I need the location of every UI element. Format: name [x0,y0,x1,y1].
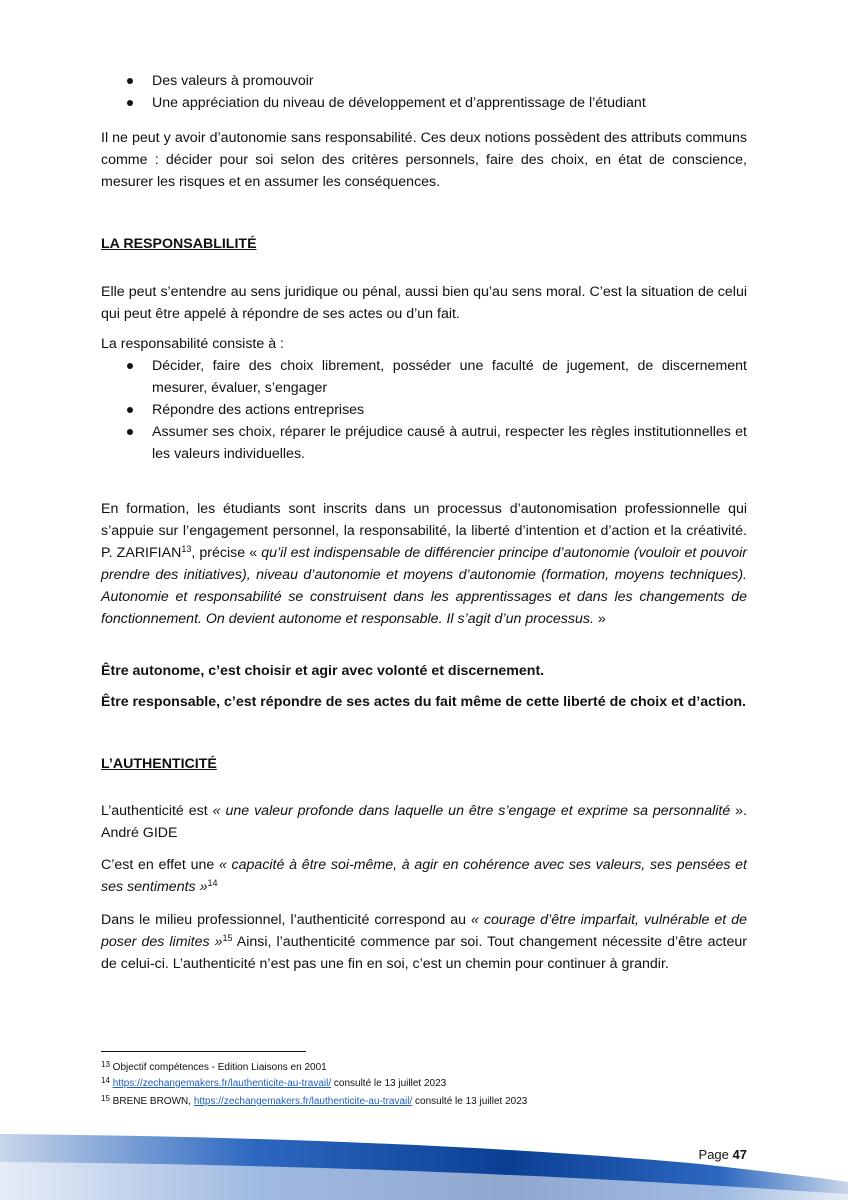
list-item: Décider, faire des choix librement, posséder une faculté de jugement, de discernement mesurer, évaluer, s’engager [101,355,747,399]
values-list [101,70,747,114]
authenticite-paragraph-3: Dans le milieu professionnel, l’authenticité correspond au « courage d’être imparfait, vulnérable et de poser des limites »$^{15}$ Ainsi, l’authenticité commence par soi. Tout changement nécessite d’être acteur de celui-ci. L’authenticité n’est pas une fin en soi, c’est un chemin pour continuer à grandir. [101,912,748,972]
footnote-link[interactable]: https://zechangemakers.fr/lauthenticite-au-travail/ [193,1096,413,1107]
list-item: Assumer ses choix, réparer le préjudice causé à autrui, respecter les règles institutionnelles et les valeurs individuelles. [101,421,747,465]
list-item: Des valeurs à promouvoir [101,70,747,92]
bullet-icon [127,407,133,413]
heading-responsabilite: LA RESPONSABLILITÉ [101,236,257,252]
responsabilite-paragraph: Elle peut s’entendre au sens juridique ou pénal, aussi bien qu’au sens moral. C’est la situation de celui qui peut être appelé à répondre de ses actes ou d’un fait. [101,284,747,322]
footnote-ref: 15 [222,933,233,943]
footnote-14: $^{14}$ https://zechangemakers.fr/lauthenticite-au-travail/ consulté le 13 juillet 2023 [101,1076,447,1089]
page-number: Page 47 [698,1147,747,1162]
footnote-ref: 14 [207,878,218,888]
footnote-link[interactable]: https://zechangemakers.fr/lauthenticite-au-travail/ [112,1078,332,1089]
responsabilite-list [101,355,747,465]
footnote-ref: 13 [181,544,192,554]
responsabilite-intro: La responsabilité consiste à : [101,336,284,352]
footnote-separator [101,1051,306,1052]
heading-authenticite: L’AUTHENTICITÉ [101,756,217,772]
bullet-icon [127,100,133,106]
list-item: Répondre des actions entreprises [101,399,747,421]
footnote-13: $^{13}$ Objectif compétences - Edition Liaisons en 2001 [101,1060,327,1073]
zarifian-quote: qu’il est indispensable de différencier principe d’autonomie (vouloir et pouvoir prendre des initiatives), niveau d’autonomie et moyens d’autonomie (formation, moyens techniques). Autonomie et responsabilité se construisent dans les apprentissages et dans les changements de fonctionnement. On devient autonome et responsable. Il s’agit d’un processus. [101,545,747,627]
authenticite-paragraph-2: C’est en effet une « capacité à être soi-même, à agir en cohérence avec ses valeurs, ses pensées et ses sentiments »$^{14}$ [101,857,747,895]
bold-statement-autonome: Être autonome, c’est choisir et agir avec volonté et discernement. [101,663,545,679]
footnote-15: $^{15}$ BRENE BROWN, https://zechangemakers.fr/lauthenticite-au-travail/ consulté le 13 juillet 2023 [101,1094,528,1107]
bullet-icon [127,363,133,369]
bullet-icon [127,78,133,84]
formation-paragraph: En formation, les étudiants sont inscrits dans un processus d’autonomisation professionnelle qui s’appuie sur l’engagement personnel, la responsabilité, la liberté d’intention et d’action et la créativité. P. ZARIFIAN$^{13}$, précise « qu’il est indispensable de différencier principe d’autonomie (vouloir et pouvoir prendre des initiatives), niveau d’autonomie et moyens d’autonomie (formation, moyens techniques). Autonomie et responsabilité se construisent dans les apprentissages et dans les changements de fonctionnement. On devient autonome et responsable. Il s’agit d’un processus. » [101,501,747,627]
bullet-icon [127,429,133,435]
list-item: Une appréciation du niveau de développement et d’apprentissage de l’étudiant [101,92,747,114]
autonomy-paragraph: Il ne peut y avoir d’autonomie sans responsabilité. Ces deux notions possèdent des attributs communs comme : décider pour soi selon des critères personnels, faire des choix, en état de conscience, mesurer les risques et en assumer les conséquences. [101,130,747,190]
bold-statement-responsable: Être responsable, c’est répondre de ses actes du fait même de cette liberté de choix et d’action. [101,694,746,710]
authenticite-paragraph-1: L’authenticité est « une valeur profonde dans laquelle un être s’engage et exprime sa personnalité ». André GIDE [101,803,747,841]
